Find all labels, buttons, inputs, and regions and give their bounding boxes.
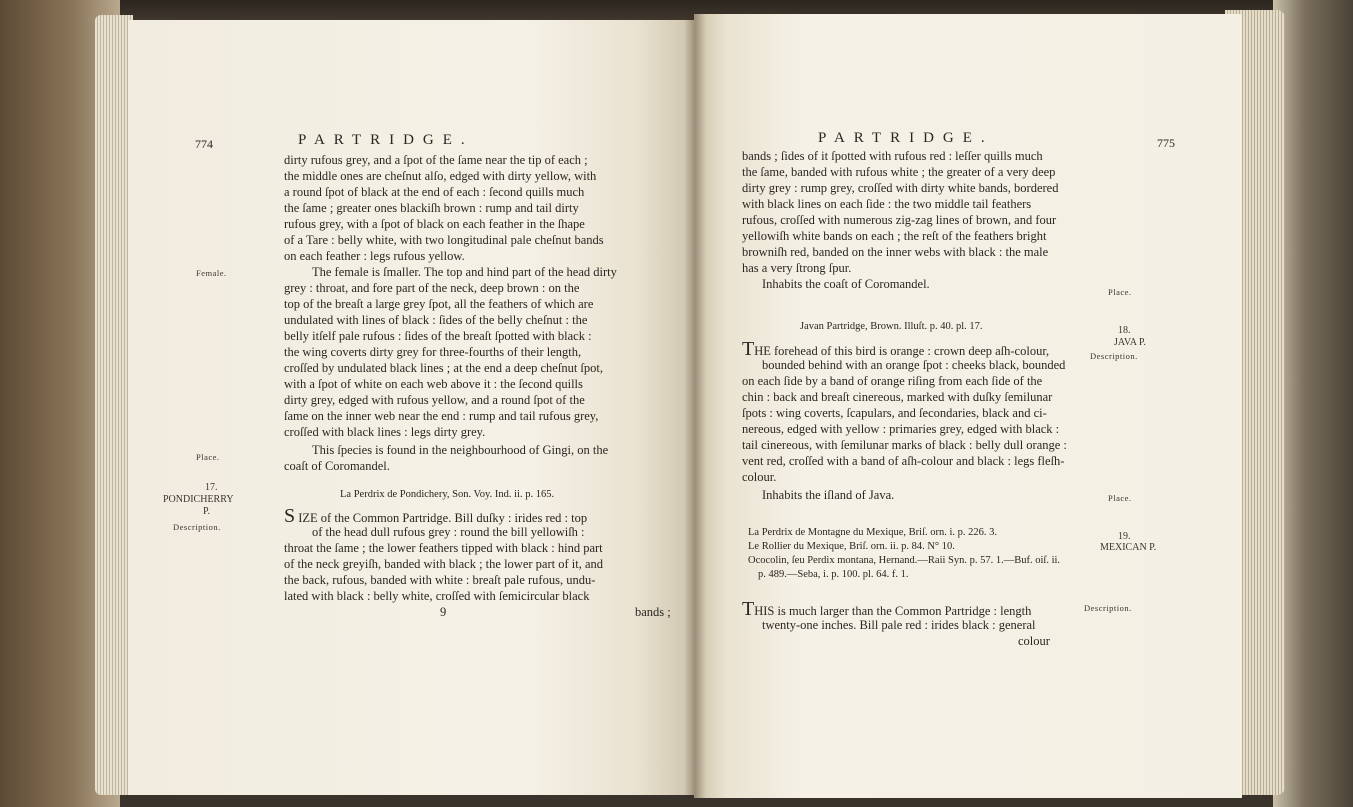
female-text-line: top of the breaſt a large grey ſpot, all the feathers of which are (284, 297, 594, 311)
female-text-line: the wing coverts dirty grey for three-fourths of their length, (284, 345, 582, 359)
species-number: 17. (205, 482, 218, 493)
right-page-number: 775 (1157, 136, 1175, 150)
place-side-label: Place. (1108, 493, 1132, 503)
right-body-line: has a very ſtrong ſpur. (742, 261, 852, 275)
place-text-line: This ſpecies is found in the neighbourhood of Gingi, on the (312, 443, 609, 457)
left-running-head: PARTRIDGE. (298, 132, 474, 148)
species-name-suffix: P. (203, 506, 210, 517)
female-text-line: ſame on the inner web near the end : rump and tail rufous grey, (284, 409, 599, 423)
female-text-line: grey : throat, and fore part of the neck, deep brown : on the (284, 281, 580, 295)
left-body-line: rufous grey, with a ſpot of black on each feather in the ſhape (284, 217, 585, 231)
right-body-line: browniſh red, banded on the inner webs with black : the male (742, 245, 1049, 259)
right-body-line: bands ; ſides of it ſpotted with rufous red : leſſer quills much (742, 149, 1043, 163)
left-body-line: on each feather : legs rufous yellow. (284, 249, 465, 263)
female-text-line: with a ſpot of white on each web above it : the ſecond quills (284, 377, 583, 391)
species-number: 19. (1118, 531, 1131, 542)
catchword: bands ; (635, 605, 671, 619)
mexican-citation-line: Le Rollier du Mexique, Briſ. orn. ii. p. 84. N° 10. (748, 541, 955, 552)
drop-cap: T (742, 598, 755, 620)
left-body-line: the ſame ; greater ones blackiſh brown : rump and tail dirty (284, 201, 579, 215)
female-text-line: croſſed with black lines : legs dirty grey. (284, 425, 486, 439)
description-side-label: Description. (173, 522, 221, 532)
female-text-line: dirty grey, edged with rufous yellow, and a round ſpot of the (284, 393, 585, 407)
description-side-label: Description. (1084, 603, 1132, 613)
java-citation: Javan Partridge, Brown. Illuſt. p. 40. pl. 17. (800, 321, 983, 332)
signature-mark: 9 (440, 605, 447, 619)
java-description-line: ſpots : wing coverts, ſcapulars, and ſecondaries, black and ci- (742, 406, 1047, 420)
java-description-line: chin : back and breaſt cinereous, marked with duſky ſemilunar (742, 390, 1053, 404)
left-body-line: a round ſpot of black at the end of each : ſecond quills much (284, 185, 585, 199)
female-text-line: croſſed by undulated black lines ; at the end a deep cheſnut ſpot, (284, 361, 603, 375)
left-page-number: 774 (195, 137, 213, 151)
java-description-line: nereous, edged with yellow : primaries grey, edged with black : (742, 422, 1060, 436)
pondicherry-citation: La Perdrix de Pondichery, Son. Voy. Ind. ii. p. 165. (340, 489, 555, 500)
place-side-label: Place. (196, 452, 220, 462)
java-first-line-text: HE forehead of this bird is orange : crown deep aſh-colour, (754, 344, 1050, 358)
species-name: JAVA P. (1114, 337, 1146, 348)
description-first-line-text: IZE of the Common Partridge. Bill duſky : irides red : top (298, 511, 588, 525)
mexican-citation-line: Ococolin, ſeu Perdix montana, Hernand.—Raii Syn. p. 57. 1.—Buf. oiſ. ii. (748, 555, 1061, 566)
female-text-line: belly itſelf pale rufous : ſides of the breaſt ſpotted with black : (284, 329, 592, 343)
inhabits-coromandel: Inhabits the coaſt of Coromandel. (762, 277, 930, 291)
java-description-line: colour. (742, 470, 777, 484)
female-text-line: The female is ſmaller. The top and hind part of the head dirty (312, 265, 617, 279)
left-body-line: the middle ones are cheſnut alſo, edged with dirty yellow, with (284, 169, 597, 183)
mexican-citation-line: p. 489.—Seba, i. p. 100. pl. 64. f. 1. (758, 569, 909, 580)
background-right (1273, 0, 1353, 807)
species-name: PONDICHERRY (163, 494, 234, 505)
place-side-label: Place. (1108, 287, 1132, 297)
inhabits-java: Inhabits the iſland of Java. (762, 488, 895, 502)
left-body-line: dirty rufous grey, and a ſpot of the ſame near the tip of each ; (284, 153, 588, 167)
drop-cap: S (284, 505, 296, 527)
description-line: the back, rufous, banded with white : breaſt pale rufous, undu- (284, 573, 596, 587)
java-description-line: bounded behind with an orange ſpot : cheeks black, bounded (762, 358, 1066, 372)
right-body-line: with black lines on each ſide : the two middle tail feathers (742, 197, 1032, 211)
description-line: throat the ſame ; the lower feathers tipped with black : hind part (284, 541, 603, 555)
java-description-line: tail cinereous, with ſemilunar marks of black : belly dull orange : (742, 438, 1067, 452)
mexican-first-line-text: HIS is much larger than the Common Partridge : length (754, 604, 1032, 618)
java-description-line: on each ſide by a band of orange riſing from each ſide of the (742, 374, 1043, 388)
right-body-line: yellowiſh white bands on each ; the reſt of the feathers bright (742, 229, 1047, 243)
description-line: of the neck greyiſh, banded with black ; the lower part of it, and (284, 557, 603, 571)
female-text-line: undulated with lines of black : ſides of the belly cheſnut : the (284, 313, 588, 327)
female-side-label: Female. (196, 268, 227, 278)
right-body-line: rufous, croſſed with numerous zig-zag lines of brown, and four (742, 213, 1057, 227)
left-body-line: of a Tare : belly white, with two longitudinal pale cheſnut bands (284, 233, 604, 247)
right-body-line: the ſame, banded with rufous white ; the greater of a very deep (742, 165, 1056, 179)
species-name: MEXICAN P. (1100, 542, 1157, 553)
place-text-line: coaſt of Coromandel. (284, 459, 390, 473)
drop-cap: T (742, 338, 755, 360)
right-body-line: dirty grey : rump grey, croſſed with dirty white bands, bordered (742, 181, 1059, 195)
description-side-label: Description. (1090, 351, 1138, 361)
mexican-citation-line: La Perdrix de Montagne du Mexique, Briſ. orn. i. p. 226. 3. (748, 527, 998, 538)
java-description-line: vent red, croſſed with a band of aſh-colour and black : legs fleſh- (742, 454, 1065, 468)
description-line: of the head dull rufous grey : round the bill yellowiſh : (312, 525, 585, 539)
right-running-head: PARTRIDGE. (818, 130, 994, 146)
mexican-description-line: twenty-one inches. Bill pale red : irides black : general (762, 618, 1036, 632)
species-number: 18. (1118, 325, 1131, 336)
book-gutter (684, 14, 706, 798)
description-line: lated with black : belly white, croſſed with ſemicircular black (284, 589, 590, 603)
catchword: colour (1018, 634, 1050, 648)
